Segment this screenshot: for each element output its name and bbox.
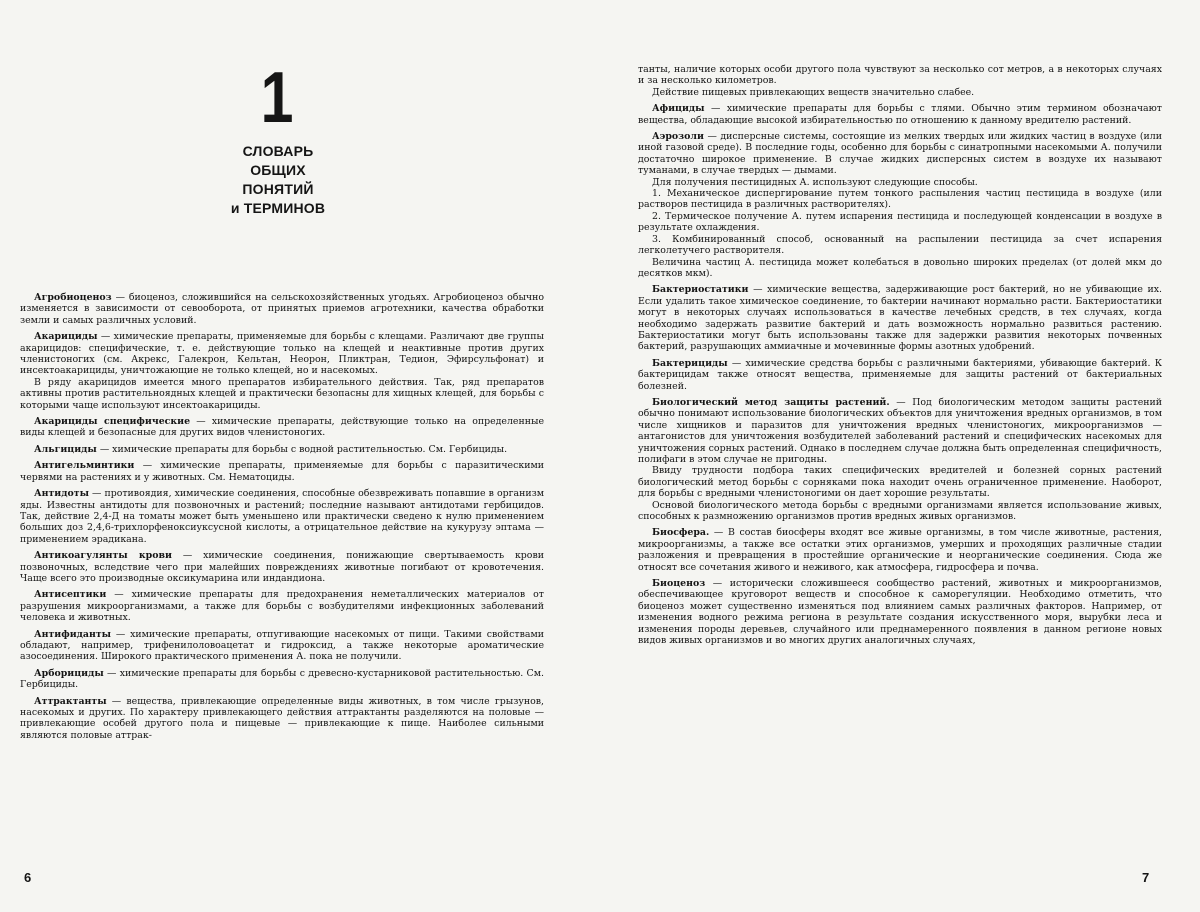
paragraph: танты, наличие которых особи другого пола чувствуют за несколько сот метров, а в некоторых случаях и за несколько километров. xyxy=(638,64,1162,87)
entry-term: Антисептики xyxy=(34,589,106,600)
entry-term: Антикоагулянты крови xyxy=(34,550,172,561)
entry-term: Агробиоценоз xyxy=(34,292,112,303)
entry-paragraph: Для получения пестицидных А. используют следующие способы. xyxy=(638,177,1162,188)
entry-term: Акарициды специфические xyxy=(34,416,190,427)
glossary-entry xyxy=(20,292,544,326)
entry-term: Бактерициды xyxy=(652,358,728,369)
page-number: 6 xyxy=(24,870,31,885)
entry-definition xyxy=(20,668,544,691)
entry-text: — химические препараты, применяемые для борьбы с паразитическими червями на растениях и у животных. См. Нематоциды. xyxy=(20,460,544,482)
glossary-entry xyxy=(20,668,544,691)
glossary-entry xyxy=(20,550,544,584)
glossary-entry xyxy=(638,397,1162,522)
chapter-title-line: ПОНЯТИЙ xyxy=(188,180,368,199)
entry-term: Бактериостатики xyxy=(652,284,748,295)
glossary-entry xyxy=(638,103,1162,126)
entry-definition xyxy=(20,550,544,584)
glossary-entry xyxy=(20,444,544,455)
entry-paragraph: Величина частиц А. пестицида может колебаться в довольно широких пределах (от долей мкм до десятков мкм). xyxy=(638,257,1162,280)
entry-text: — вещества, привлекающие определенные виды животных, в том числе грызунов, насекомых и других. По характеру привлекающего действия аттрактанты разделяются на половые — привлекающие особей другого пола и пищевые — привлекающие к пище. Наиболее сильными являются половые аттрак- xyxy=(20,696,544,741)
glossary-entry xyxy=(20,331,544,411)
page-number: 7 xyxy=(1142,870,1149,885)
entry-text: — химические препараты, применяемые для борьбы с клещами. Различают две группы акарицидов: специфические, т. е. действующие только на клещей и неактивные против других членистоногих (см. Акрекс, Галекрон, Кельтан, Неорон, Пликтран, Тедион, Эфирсульфонат) и инсектоакарициды, уничтожающие не только клещей, но и насекомых. xyxy=(20,331,544,376)
entry-definition xyxy=(638,527,1162,573)
entry-text: — химические средства борьбы с различными бактериями, убивающие бактерий. К бактерицидам также относят вещества, применяемые для защиты растений от бактериальных болезней. xyxy=(638,358,1162,392)
entry-definition xyxy=(20,696,544,742)
right-page xyxy=(600,0,1200,912)
entry-text: — химические препараты для борьбы с тлями. Обычно этим термином обозначают вещества, обладающие высокой избирательностью по отношению к данному вредителю растений. xyxy=(638,103,1162,125)
entry-term: Антифиданты xyxy=(34,629,111,640)
glossary-entry xyxy=(20,416,544,439)
right-column xyxy=(638,64,1162,652)
entry-definition xyxy=(20,629,544,663)
entry-text: — Под биологическим методом защиты растений обычно понимают использование биологических объектов для уничтожения вредных организмов, в том числе хищников и паразитов для уничтожения вредных членистоногих, микроорганизмов — антагонистов для уничтожения возбудителей заболеваний растений и специфических насекомых для уничтожения сорных растений. Однако в последнем случае должна быть определенная специфичность, полифаги в этом случае не пригодны. xyxy=(638,397,1162,465)
entry-paragraph: 2. Термическое получение А. путем испарения пестицида и последующей конденсации в воздухе в результате охлаждения. xyxy=(638,211,1162,234)
entry-text: — химические препараты для предохранения неметаллических материалов от разрушения микроорганизмами, а также для борьбы с возбудителями инфекционных заболеваний человека и животных. xyxy=(20,589,544,623)
entry-term: Аттрактанты xyxy=(34,696,107,707)
glossary-entry xyxy=(20,488,544,545)
left-column xyxy=(20,292,544,746)
entry-text: — химические вещества, задерживающие рост бактерий, но не убивающие их. Если удалить такое химическое соединение, то бактерии начинают нормально расти. Бактериостатики могут в некоторых случаях использоваться в качестве лечебных средств, в тех случаях, когда необходимо задержать развитие бактерий и дать возможность нормально развиться растению. Бактериостатики могут быть использованы также для задержки развития некоторых почвенных бактерий, разрушающих аммиачные и мочевинные формы азотных удобрений. xyxy=(638,284,1162,352)
glossary-entry xyxy=(638,284,1162,352)
entry-paragraph: В ряду акарицидов имеется много препаратов избирательного действия. Так, ряд препаратов активны против растительноядных клещей и практически безопасны для хищных клещей, для борьбы с которыми чаще используют инсектоакарициды. xyxy=(20,377,544,411)
glossary-entry xyxy=(638,358,1162,392)
entry-term: Антидоты xyxy=(34,488,89,499)
entry-definition xyxy=(20,416,544,439)
glossary-entry xyxy=(20,629,544,663)
entry-term: Биологический метод защиты растений. xyxy=(652,397,890,408)
entry-text: — химические соединения, понижающие свертываемость крови позвоночных, вследствие чего при малейших повреждениях животные погибают от кровотечения. Чаще всего это производные оксикумарина или индандиона. xyxy=(20,550,544,584)
entry-definition xyxy=(20,331,544,377)
entry-term: Альгициды xyxy=(34,444,97,455)
entry-text: — дисперсные системы, состоящие из мелких твердых или жидких частиц в воздухе (или иной газовой среде). В последние годы, особенно для борьбы с синатропными насекомыми А. получили достаточно широкое применение. В случае жидких дисперсных систем в воздухе их называют туманами, в случае твердых — дымами. xyxy=(638,131,1162,176)
entry-paragraph: 3. Комбинированный способ, основанный на распылении пестицида за счет испарения легколетучего растворителя. xyxy=(638,234,1162,257)
left-page xyxy=(0,0,600,912)
entry-definition xyxy=(20,292,544,326)
glossary-entry xyxy=(20,589,544,623)
chapter-title-line: ОБЩИХ xyxy=(188,161,368,180)
entry-text: — В состав биосферы входят все живые организмы, в том числе животные, растения, микроорганизмы, а также все остатки этих организмов, умерших и проходящих различные стадии разложения и превращения в простейшие органические и неорганические соединения. Сюда же относят все сочетания живого и неживого, как атмосфера, гидросфера и почва. xyxy=(638,527,1162,572)
entry-definition xyxy=(20,589,544,623)
entry-term: Арборициды xyxy=(34,668,104,679)
entry-text: — химические препараты для борьбы с древесно-кустарниковой растительностью. См. Гербициды. xyxy=(20,668,544,690)
entry-definition xyxy=(638,578,1162,646)
entry-definition xyxy=(20,460,544,483)
entry-term: Биосфера. xyxy=(652,527,709,538)
glossary-entry xyxy=(20,696,544,742)
entry-term: Афициды xyxy=(652,103,705,114)
entry-text: — противоядия, химические соединения, способные обезвреживать попавшие в организм яды. Известны антидоты для позвоночных и растений; последние называют антидотами гербицидов. Так, действие 2,4-Д на томаты может быть уменьшено или практически сведено к нулю применением больших доз 2,4,6-трихлорфеноксиуксусной кислоты, а отрицательное действие на кукурузу эптама — применением эрадикана. xyxy=(20,488,544,545)
entry-text: — биоценоз, сложившийся на сельскохозяйственных угодьях. Агробиоценоз обычно изменяется в зависимости от севооборота, от принятых приемов агротехники, качества обработки земли и самых различных условий. xyxy=(20,292,544,326)
glossary-entry xyxy=(638,131,1162,279)
entry-paragraph: Ввиду трудности подбора таких специфических вредителей и болезней сорных растений биологический метод борьбы с сорняками пока находит очень ограниченное применение. Наоборот, для борьбы с вредными членистоногими он дает хорошие результаты. xyxy=(638,465,1162,499)
entry-definition xyxy=(638,103,1162,126)
entry-definition xyxy=(638,131,1162,177)
entry-text: — химические препараты для борьбы с водной растительностью. См. Гербициды. xyxy=(97,444,507,455)
entry-text: — химические препараты, действующие только на определенные виды клещей и безопасные для других видов членистоногих. xyxy=(20,416,544,438)
chapter-title-line: и ТЕРМИНОВ xyxy=(188,199,368,218)
chapter-title-line: СЛОВАРЬ xyxy=(188,142,368,161)
entry-text: — исторически сложившееся сообщество растений, животных и микроорганизмов, обеспечивающее круговорот веществ и способное к саморегуляции. Необходимо отметить, что биоценоз может существенно изменяться под влиянием самых различных факторов. Например, от изменения водного режима региона в результате создания искусственного моря, вырубки леса и изменения породы деревьев, случайного или преднамеренного появления в данном регионе новых видов живых организмов и во многих других аналогичных случаях, xyxy=(638,578,1162,646)
entry-term: Акарициды xyxy=(34,331,98,342)
chapter-title xyxy=(188,142,368,218)
entry-definition xyxy=(20,444,544,455)
entry-definition xyxy=(638,284,1162,352)
paragraph: Действие пищевых привлекающих веществ значительно слабее. xyxy=(638,87,1162,98)
glossary-entry xyxy=(638,578,1162,646)
glossary-entry xyxy=(638,527,1162,573)
entry-definition xyxy=(638,358,1162,392)
entry-definition xyxy=(20,488,544,545)
continuation-text xyxy=(638,64,1162,98)
entry-term: Аэрозоли xyxy=(652,131,704,142)
entry-term: Биоценоз xyxy=(652,578,705,589)
chapter-number: 1 xyxy=(240,58,314,138)
entry-term: Антигельминтики xyxy=(34,460,134,471)
entry-paragraph: Основой биологического метода борьбы с вредными организмами является использование живых, способных к размножению организмов против вредных живых организмов. xyxy=(638,500,1162,523)
entry-paragraph: 1. Механическое диспергирование путем тонкого распыления частиц пестицида в воздухе (или растворов пестицида в различных растворителях). xyxy=(638,188,1162,211)
glossary-entry xyxy=(20,460,544,483)
entry-text: — химические препараты, отпугивающие насекомых от пищи. Такими свойствами обладают, например, трифенилоловоацетат и гидроксид, а также некоторые ароматические азосоединения. Широкого практического применения А. пока не получили. xyxy=(20,629,544,663)
entry-definition xyxy=(638,397,1162,465)
